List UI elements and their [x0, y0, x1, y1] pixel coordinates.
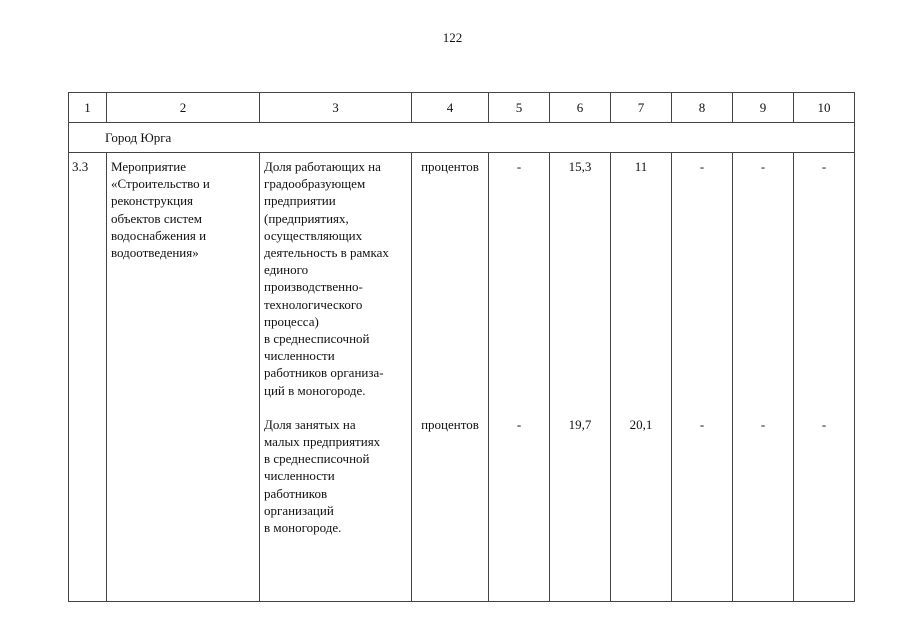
text-line: предприятии: [264, 193, 336, 209]
value: -: [516, 416, 522, 432]
text-line: водоотведения»: [111, 245, 199, 261]
text-line: осуществляющих: [264, 227, 363, 243]
value: -: [821, 159, 827, 174]
value-cell: [550, 153, 611, 602]
text-line: организаций: [264, 502, 334, 518]
value-cell: [672, 153, 733, 602]
value: -: [699, 159, 705, 174]
text-line: деятельность в рамках: [264, 245, 389, 261]
text-line: в моногороде.: [264, 520, 342, 536]
value: -: [699, 416, 705, 432]
section-row: [69, 123, 855, 153]
value: 20,1: [629, 416, 653, 432]
section-title: Город Юрга: [69, 123, 855, 153]
value-cell: [489, 153, 550, 602]
text-line: единого: [264, 262, 309, 278]
indicator-cell: [260, 153, 412, 602]
value-cell: [611, 153, 672, 602]
measure-cell: [107, 153, 260, 602]
text-line: Доля работающих на: [264, 159, 381, 174]
text-line: (предприятиях,: [264, 210, 349, 226]
text-line: технологического: [264, 296, 363, 312]
text-line: работников организа-: [264, 365, 384, 381]
unit-value: процентов: [421, 159, 479, 174]
indicators-table: [68, 92, 855, 602]
row-number: 3.3: [69, 153, 107, 602]
text-line: «Строительство и: [111, 176, 210, 192]
value: 11: [634, 159, 648, 174]
indicator-text: [264, 416, 409, 536]
table-row: [69, 153, 855, 602]
column-header: 3: [260, 93, 412, 123]
measure-text: [111, 158, 257, 261]
column-header: 2: [107, 93, 260, 123]
value-cell: [733, 153, 794, 602]
value: 15,3: [568, 159, 592, 174]
text-line: объектов систем: [111, 210, 202, 226]
page-number: 122: [442, 30, 463, 45]
text-line: численности: [264, 348, 335, 364]
column-header: 9: [733, 93, 794, 123]
value: -: [760, 159, 766, 174]
text-line: реконструкция: [111, 193, 194, 209]
text-line: производственно-: [264, 279, 363, 295]
column-header: 4: [412, 93, 489, 123]
value: 19,7: [568, 416, 592, 432]
text-line: процесса): [264, 313, 319, 329]
unit-value: процентов: [421, 416, 479, 432]
text-line: численности: [264, 468, 335, 484]
value: -: [760, 416, 766, 432]
column-header: 5: [489, 93, 550, 123]
text-line: в среднесписочной: [264, 451, 370, 467]
text-line: в среднесписочной: [264, 331, 370, 347]
unit-cell: [412, 153, 489, 602]
text-line: ций в моногороде.: [264, 382, 366, 398]
column-header: 1: [69, 93, 107, 123]
column-header: 7: [611, 93, 672, 123]
header-row: [69, 93, 855, 123]
value: -: [821, 416, 827, 432]
indicator-text: [264, 158, 409, 399]
text-line: малых предприятиях: [264, 434, 381, 450]
value: -: [516, 159, 522, 174]
column-header: 6: [550, 93, 611, 123]
text-line: Мероприятие: [111, 159, 186, 174]
text-line: работников: [264, 485, 328, 501]
text-line: градообразующем: [264, 176, 366, 192]
value-cell: [794, 153, 855, 602]
column-header: 10: [794, 93, 855, 123]
column-header: 8: [672, 93, 733, 123]
text-line: Доля занятых на: [264, 416, 356, 432]
text-line: водоснабжения и: [111, 227, 207, 243]
